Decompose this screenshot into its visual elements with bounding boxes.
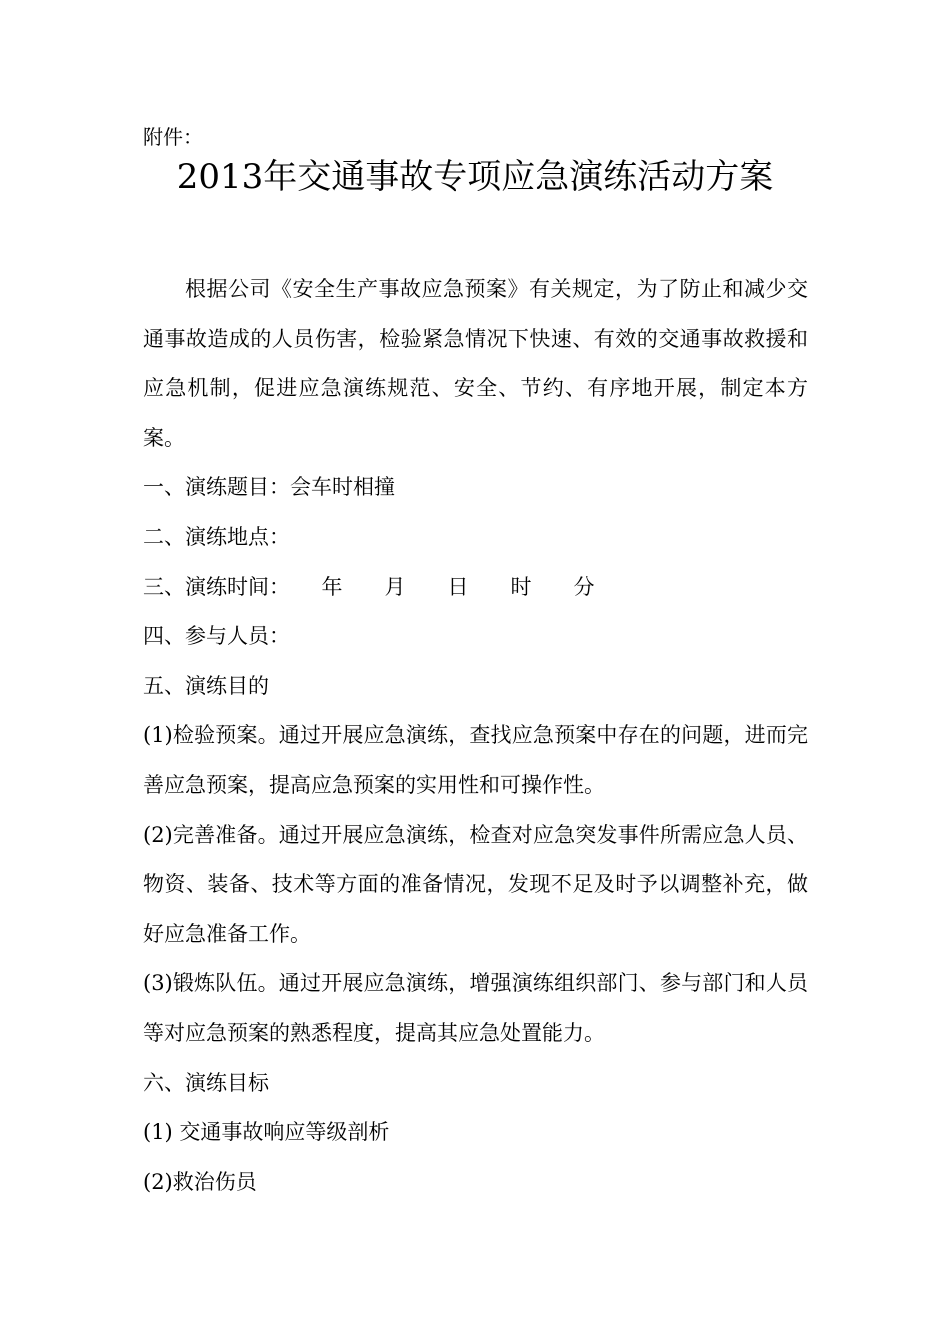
purpose-item-3: (3)锻炼队伍。通过开展应急演练，增强演练组织部门、参与部门和人员等对应急预案的熟悉程度，提高其应急处置能力。 — [143, 971, 808, 1045]
purpose-item-1: (1)检验预案。通过开展应急演练，查找应急预案中存在的问题，进而完善应急预案，提高应急预案的实用性和可操作性。 — [143, 723, 808, 797]
goal-item-2: (2)救治伤员 — [143, 1169, 257, 1194]
purpose-item-2: (2)完善准备。通过开展应急演练，检查对应急突发事件所需应急人员、物资、装备、技术等方面的准备情况，发现不足及时予以调整补充，做好应急准备工作。 — [143, 822, 808, 946]
goal-item-1: (1) 交通事故响应等级剖析 — [143, 1120, 390, 1145]
section-drill-time: 三、演练时间： 年 月 日 时 分 — [143, 574, 595, 599]
section-drill-purpose: 五、演练目的 — [143, 673, 269, 698]
document-body — [143, 265, 808, 1207]
section-drill-location: 二、演练地点： — [143, 524, 290, 549]
document-title: 2013年交通事故专项应急演练活动方案 — [176, 157, 774, 197]
intro-paragraph: 根据公司《安全生产事故应急预案》有关规定，为了防止和减少交通事故造成的人员伤害，检验紧急情况下快速、有效的交通事故救援和应急机制，促进应急演练规范、安全、节约、有序地开展，制定本方案。 — [143, 277, 808, 450]
section-drill-goals: 六、演练目标 — [143, 1070, 269, 1095]
section-drill-topic: 一、演练题目：会车时相撞 — [143, 475, 395, 500]
section-participants: 四、参与人员： — [143, 624, 290, 649]
attachment-label: 附件： — [143, 125, 203, 149]
